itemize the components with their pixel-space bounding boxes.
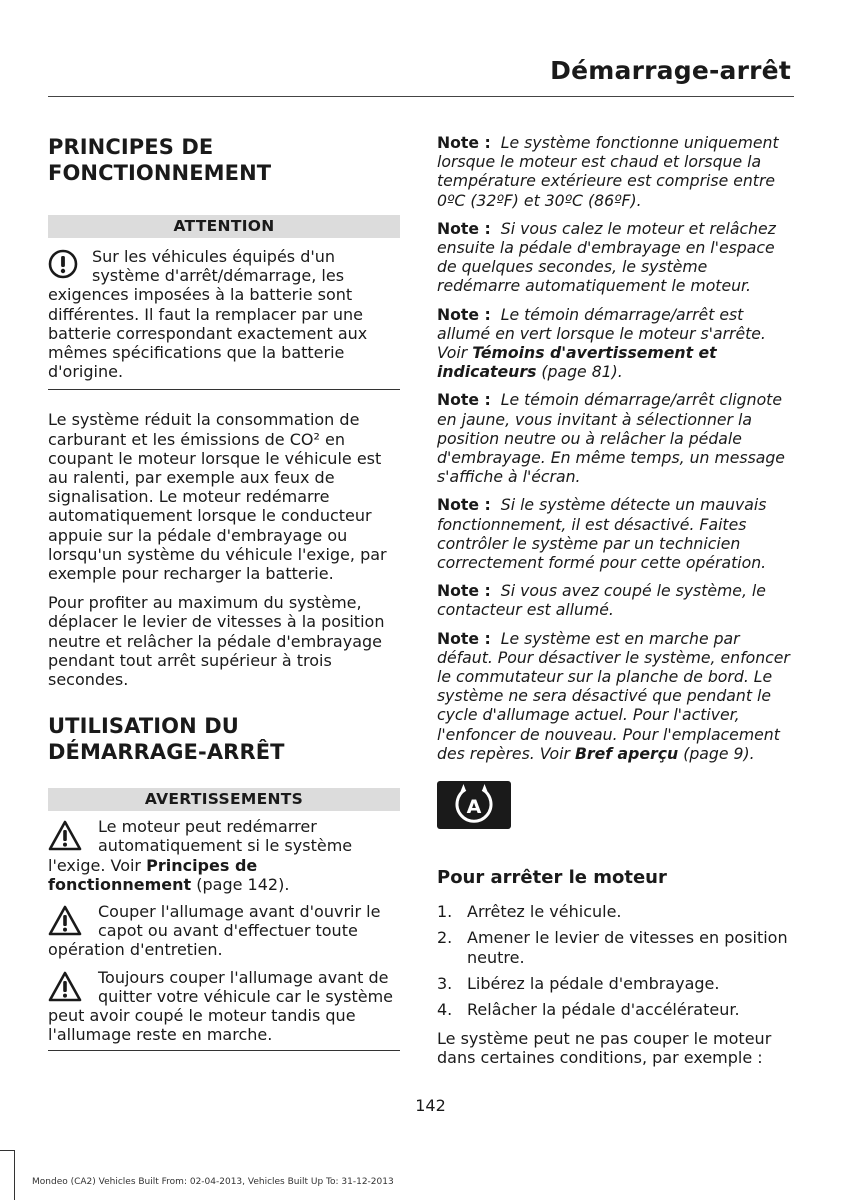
footer-text: Mondeo (CA2) Vehicles Built From: 02-04-2013, Vehicles Built Up To: 31-12-2013 (32, 1177, 394, 1187)
right-column (437, 133, 791, 1068)
note-label: Note : (437, 133, 491, 152)
note-text: Si vous avez coupé le système, le contacteur est allumé. (437, 581, 766, 620)
attention-heading: ATTENTION (48, 215, 400, 238)
note-paragraph (437, 133, 791, 210)
note-label: Note : (437, 628, 491, 648)
auto-icon-letter: A (466, 796, 482, 819)
warning-item (48, 894, 400, 960)
warning-text: Couper l'allumage avant d'ouvrir le capot ou avant d'effectuer toute opération d'entretien. (48, 902, 381, 960)
cross-reference-link[interactable]: Principes de fonctionnement (48, 855, 258, 894)
note-paragraph (437, 219, 791, 296)
warning-triangle-icon (48, 905, 82, 940)
attention-box-rule (48, 389, 400, 390)
warning-text: Le moteur peut redémarrer automatiquement si le système l'exige. Voir (48, 817, 353, 875)
note-paragraph (437, 495, 791, 572)
warnings-box (48, 788, 400, 1050)
step-text: Libérez la pédale d'embrayage. (467, 973, 720, 993)
page-title: Démarrage-arrêt (550, 56, 791, 85)
steps-list (437, 902, 791, 1019)
note-text: Le système fonctionne uniquement lorsque le moteur est chaud et lorsque la température extérieure est comprise entre 0ºC (32ºF) et 30ºC (86ºF). (437, 133, 779, 210)
crop-mark (0, 1150, 14, 1151)
auto-start-stop-icon (437, 781, 511, 829)
paragraph-system-description: Le système réduit la consommation de carburant et les émissions de CO² en coupant le moteur lorsque le véhicule est au ralenti, par exemple aux feux de signalisation. Le moteur redémarre automatiquement lorsque le conducteur appuie sur la pédale d'embrayage ou lorsqu'un système du véhicule l'exige, par exemple pour recharger la batterie. (48, 410, 387, 584)
page-reference: (page 81). (536, 362, 623, 382)
paragraph-usage-tip: Pour profiter au maximum du système, déplacer le levier de vitesses à la position neutre et relâcher la pédale d'embrayage pendant tout arrêt supérieur à trois secondes. (48, 593, 385, 690)
note-paragraph (437, 581, 791, 619)
page-reference: (page 142). (191, 874, 290, 894)
closing-paragraph: Le système peut ne pas couper le moteur dans certaines conditions, par exemple : (437, 1029, 772, 1068)
page-number: 142 (415, 1096, 446, 1115)
page-reference: (page 9). (678, 743, 755, 763)
note-paragraph (437, 390, 791, 486)
note-text: Si vous calez le moteur et relâchez ensuite la pédale d'embrayage en l'espace de quelques secondes, le système redémarre automatiquement le moteur. (437, 218, 776, 296)
list-item (437, 974, 791, 993)
step-number: 4. (437, 999, 453, 1019)
section-title-principles: PRINCIPES DE FONCTIONNEMENT (48, 135, 272, 185)
note-text: Si le système détecte un mauvais fonctionnement, il est désactivé. Faites contrôler le système par un technicien correctement formé pour cette opération. (437, 495, 767, 573)
warning-item (48, 811, 400, 894)
step-text: Arrêtez le véhicule. (467, 902, 622, 922)
step-text: Relâcher la pédale d'accélérateur. (467, 999, 740, 1019)
note-text: Le témoin démarrage/arrêt clignote en jaune, vous invitant à sélectionner la position neutre ou à relâcher la pédale d'embrayage. En même temps, un message s'affiche à l'écran. (437, 390, 785, 487)
caution-circle-icon (48, 249, 78, 283)
note-label: Note : (437, 390, 491, 410)
list-item (437, 928, 791, 966)
cross-reference-link[interactable]: Témoins d'avertissement et indicateurs (437, 343, 717, 382)
warnings-box-rule (48, 1050, 400, 1051)
warnings-heading: AVERTISSEMENTS (48, 788, 400, 811)
note-paragraph (437, 629, 791, 763)
title-divider (48, 96, 794, 97)
note-label: Note : (437, 581, 491, 601)
note-label: Note : (437, 495, 491, 515)
note-paragraph (437, 305, 791, 382)
attention-item (48, 238, 400, 389)
subsection-title-stop-engine: Pour arrêter le moteur (437, 867, 667, 889)
step-number: 3. (437, 973, 453, 993)
warning-text: Toujours couper l'allumage avant de quitter votre véhicule car le système peut avoir coupé le moteur tandis que l'allumage reste en marche. (48, 967, 394, 1045)
left-column (48, 134, 400, 1051)
warning-triangle-icon (48, 820, 82, 855)
step-number: 2. (437, 928, 453, 948)
attention-text: Sur les véhicules équipés d'un système d'arrêt/démarrage, les exigences imposées à la batterie sont différentes. Il faut la remplacer par une batterie correspondant exactement aux mêmes spécifications que la batterie d'origine. (48, 247, 368, 382)
section-title-usage: UTILISATION DU DÉMARRAGE-ARRÊT (48, 714, 285, 765)
note-label: Note : (437, 218, 491, 238)
note-text: Le témoin démarrage/arrêt est allumé en vert lorsque le moteur s'arrête. Voir (437, 304, 766, 363)
warning-triangle-icon (48, 971, 82, 1006)
note-label: Note : (437, 304, 491, 324)
warning-item (48, 960, 400, 1050)
list-item (437, 902, 791, 921)
note-text: Le système est en marche par défaut. Pour désactiver le système, enfoncer le commutateur sur la planche de bord. Le système ne sera désactivé que pendant le cycle d'allumage actuel. Pour l'activer, l'enfoncer de nouveau. Pour l'emplacement des repères. Voir (437, 628, 790, 763)
cross-reference-link[interactable]: Bref aperçu (574, 743, 679, 763)
crop-mark (14, 1150, 15, 1200)
list-item (437, 1000, 791, 1019)
step-text: Amener le levier de vitesses en position neutre. (467, 928, 788, 967)
step-number: 1. (437, 902, 453, 922)
attention-box (48, 215, 400, 390)
